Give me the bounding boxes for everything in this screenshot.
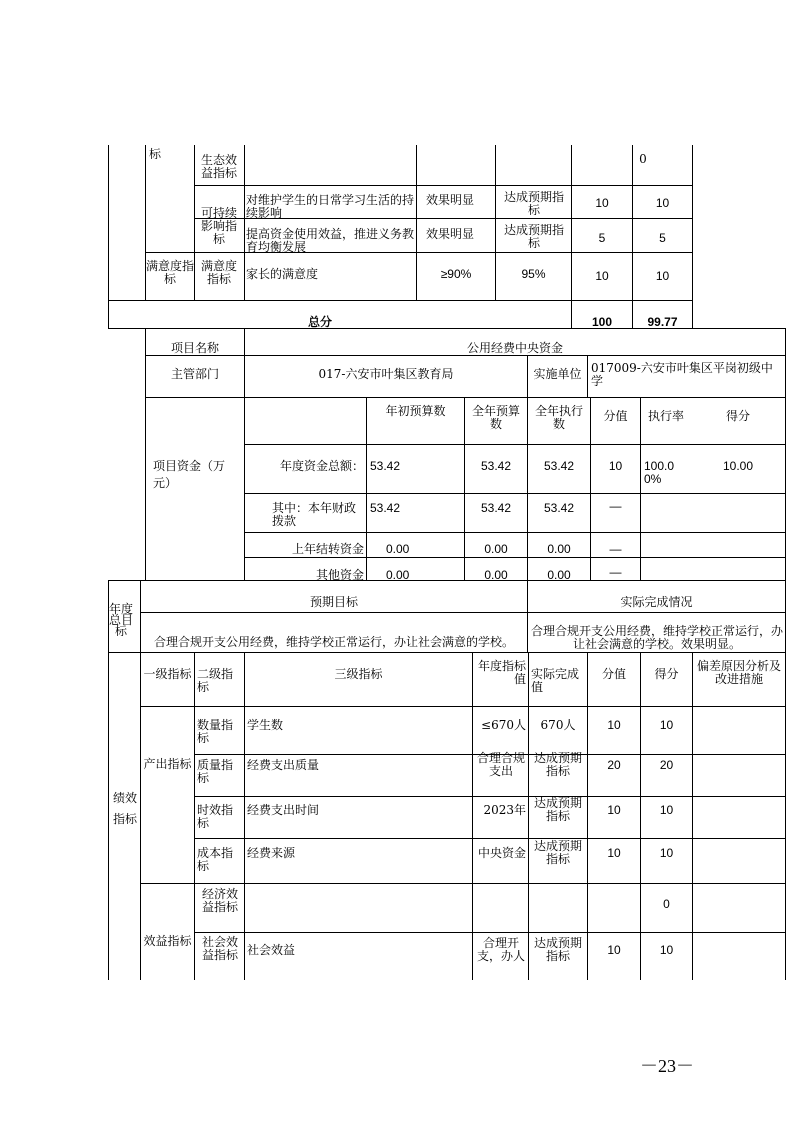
output-score: 10 [659, 803, 674, 817]
impl-label: 实施单位 [533, 367, 582, 381]
benefit-actual: 达成预期指标 [533, 936, 582, 963]
sat-l2: 满意度指标 [200, 259, 237, 286]
funds-header-exec: 全年执行数 [534, 404, 583, 431]
benefit-l3: 社会效益 [247, 943, 296, 957]
benefit-l2: 社会效益指标 [201, 935, 238, 962]
funds-row-initial: 0.00 [386, 568, 410, 582]
output-l2: 时效指标 [197, 803, 234, 830]
funds-row-full: 53.42 [480, 501, 512, 515]
output-l3: 经费支出质量 [247, 758, 320, 772]
funds-row-score-value: — [609, 542, 622, 556]
funds-row-score: 10.00 [722, 459, 754, 473]
benefit-target: 合理开支，办人 [476, 936, 525, 963]
funds-row-full: 53.42 [480, 459, 512, 473]
dept-label: 主管部门 [170, 367, 219, 381]
project-name-label: 项目名称 [170, 341, 219, 355]
output-l3: 经费支出时间 [247, 803, 320, 817]
funds-row-score-value: 10 [608, 459, 623, 473]
output-l2: 数量指标 [197, 718, 234, 745]
output-actual: 达成预期指标 [533, 751, 582, 778]
funds-row-full: 0.00 [484, 568, 508, 582]
eco-score: 0 [639, 152, 647, 166]
cell-l1-fragment: 标 [148, 147, 161, 161]
output-score: 20 [659, 758, 674, 772]
output-score-value: 10 [607, 718, 621, 732]
funds-row-label: 其他资金 [315, 568, 364, 582]
funds-row-full: 0.00 [484, 542, 508, 556]
funds-row-label: 上年结转资金 [291, 542, 364, 556]
funds-row-score-value: — [609, 499, 622, 513]
output-actual: 670人 [540, 718, 576, 732]
funds-header-score: 得分 [725, 409, 750, 423]
funds-row-exec: 53.42 [543, 501, 575, 515]
output-score-value: 10 [607, 803, 621, 817]
page-number: －23－ [640, 1056, 694, 1076]
sus-r1-l3: 对维护学生的日常学习生活的持续影响 [246, 193, 415, 220]
output-target: 合理合规支出 [476, 751, 525, 778]
perf-header-reason: 偏差原因分析及改进措施 [696, 659, 781, 686]
goals-actual: 合理合规开支公用经费，维持学校正常运行，办让社会满意的学校。效果明显。 [531, 624, 784, 651]
goals-label: 年度总目标 [108, 602, 133, 638]
benefit-l2: 经济效益指标 [201, 887, 238, 914]
project-name-value: 公用经费中央资金 [466, 341, 563, 355]
sus-r1-score: 10 [655, 196, 670, 210]
sat-actual: 95% [521, 267, 546, 281]
perf-header-actual: 实际完成值 [531, 667, 580, 694]
sus-r2-score-value: 5 [598, 231, 606, 245]
funds-header-score-value: 分值 [603, 409, 628, 423]
sat-target: ≥90% [440, 267, 472, 281]
output-score: 10 [659, 846, 674, 860]
goals-expected: 合理合规开支公用经费，维持学校正常运行，办让社会满意的学校。 [153, 635, 514, 649]
funds-label: 项目资金（万元） [153, 459, 226, 490]
output-target: 2023年 [483, 803, 526, 817]
perf-side-label: 绩效指标 [112, 791, 137, 826]
output-l3: 学生数 [247, 718, 284, 732]
output-score: 10 [659, 718, 674, 732]
output-actual: 达成预期指标 [533, 796, 582, 823]
total-score: 99.77 [647, 315, 678, 329]
output-target: ≤670人 [481, 718, 526, 732]
sus-r1-target: 效果明显 [425, 193, 474, 207]
total-label: 总分 [307, 315, 332, 329]
funds-row-score-value: — [609, 565, 622, 579]
output-l2: 成本指标 [197, 846, 234, 873]
funds-row-exec: 0.00 [547, 568, 571, 582]
output-label: 产出指标 [143, 757, 192, 771]
perf-header-score-value: 分值 [601, 667, 626, 681]
output-l2: 质量指标 [197, 758, 234, 785]
sus-r2-target: 效果明显 [425, 227, 474, 241]
impl-value: 017009-六安市叶集区平岗初级中学 [591, 361, 773, 388]
funds-row-exec: 53.42 [543, 459, 575, 473]
sat-l3: 家长的满意度 [246, 267, 319, 281]
funds-row-label: 年度资金总额： [279, 459, 364, 473]
funds-header-rate: 执行率 [647, 409, 684, 423]
sus-r2-l3: 提高资金使用效益，推进义务教育均衡发展 [246, 227, 415, 254]
goals-actual-header: 实际完成情况 [620, 595, 693, 609]
benefit-score-value: 10 [607, 943, 621, 957]
goals-expected-header: 预期目标 [309, 595, 358, 609]
sat-l1: 满意度指标 [146, 259, 195, 286]
funds-row-exec: 0.00 [547, 542, 571, 556]
output-score-value: 10 [607, 846, 621, 860]
perf-header-l3: 三级指标 [334, 667, 383, 681]
sus-l2: 可持续影响指标 [200, 206, 237, 246]
sat-score-value: 10 [595, 269, 609, 283]
dept-value: 017-六安市叶集区教育局 [318, 367, 454, 381]
funds-header-initial: 年初预算数 [385, 404, 446, 418]
funds-row-initial: 53.42 [370, 459, 401, 473]
total-score-value: 100 [591, 315, 613, 329]
output-l3: 经费来源 [247, 846, 296, 860]
perf-header-l2: 二级指标 [197, 667, 234, 694]
benefit-score: 10 [659, 943, 674, 957]
benefit-score: 0 [663, 897, 670, 911]
sus-r1-score-value: 10 [595, 196, 609, 210]
perf-header-score: 得分 [654, 667, 679, 681]
sus-r2-score: 5 [659, 231, 666, 245]
perf-header-target: 年度指标值 [477, 659, 526, 686]
funds-header-full: 全年预算数 [471, 404, 520, 431]
benefit-label: 效益指标 [143, 934, 192, 948]
sus-r1-actual: 达成预期指标 [503, 190, 564, 217]
output-target: 中央资金 [477, 846, 526, 860]
sat-score: 10 [655, 269, 670, 283]
output-actual: 达成预期指标 [533, 839, 582, 866]
sus-r2-actual: 达成预期指标 [503, 223, 564, 250]
funds-row-initial: 0.00 [386, 542, 410, 556]
funds-row-initial: 53.42 [370, 501, 401, 515]
funds-row-label: 其中：本年财政拨款 [272, 501, 357, 528]
funds-row-rate: 100.00% [644, 459, 675, 486]
output-score-value: 20 [607, 758, 621, 772]
perf-header-l1: 一级指标 [143, 667, 192, 681]
eco-l2: 生态效益指标 [200, 153, 237, 180]
